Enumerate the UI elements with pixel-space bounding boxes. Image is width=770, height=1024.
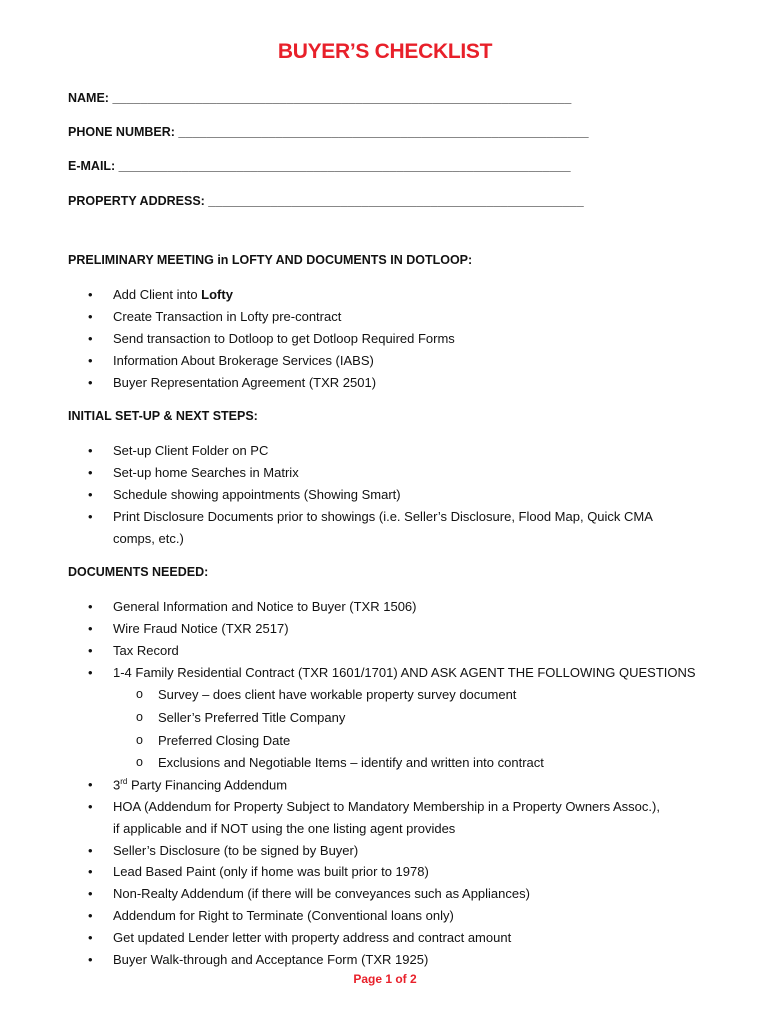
document-title: BUYER’S CHECKLIST (277, 40, 493, 63)
list-item: Add Client into Lofty (113, 287, 233, 302)
sub-list-item: Seller’s Preferred Title Company (158, 710, 346, 725)
list-item: Set-up Client Folder on PC (113, 443, 269, 458)
bullet-icon: • (88, 886, 93, 901)
list-item: Set-up home Searches in Matrix (113, 465, 299, 480)
list-item: Wire Fraud Notice (TXR 2517) (113, 621, 289, 636)
list-item: Tax Record (113, 643, 179, 658)
bullet-icon: • (88, 665, 93, 680)
list-item: Buyer Walk-through and Acceptance Form (TXR 1925) (113, 952, 429, 967)
bullet-icon: • (88, 908, 93, 923)
list-item: Create Transaction in Lofty pre-contract (113, 309, 342, 324)
sub-list-item: Preferred Closing Date (158, 733, 291, 748)
bullet-icon: • (88, 487, 93, 502)
section-heading-preliminary-meeting: PRELIMINARY MEETING in LOFTY AND DOCUMENTS IN DOTLOOP: (68, 253, 473, 267)
list-item: 3rd Party Financing Addendum (113, 777, 288, 793)
bullet-icon: • (88, 930, 93, 945)
list-item: Schedule showing appointments (Showing Smart) (113, 487, 401, 502)
bullet-icon: • (88, 621, 93, 636)
sub-list-item: Exclusions and Negotiable Items – identify and written into contract (158, 755, 544, 770)
bullet-icon: • (88, 843, 93, 858)
list-item: Lead Based Paint (only if home was built prior to 1978) (113, 864, 429, 879)
bullet-icon: • (88, 599, 93, 614)
bullet-icon: • (88, 777, 93, 792)
bullet-icon: • (88, 287, 93, 302)
list-item: 1-4 Family Residential Contract (TXR 1601/1701) AND ASK AGENT THE FOLLOWING QUESTIONS (113, 665, 696, 680)
bullet-icon: • (88, 331, 93, 346)
list-item: General Information and Notice to Buyer (TXR 1506) (113, 599, 417, 614)
bullet-icon: • (88, 864, 93, 879)
list-item-continuation: if applicable and if NOT using the one listing agent provides (113, 821, 456, 836)
sub-list-item: Survey – does client have workable property survey document (158, 687, 517, 702)
list-item: Seller’s Disclosure (to be signed by Buyer) (113, 843, 359, 858)
phone-number-field: PHONE NUMBER: ___________________________________________________________ (68, 125, 589, 139)
section-heading-documents-needed: DOCUMENTS NEEDED: (68, 565, 209, 579)
name-field: NAME: __________________________________________________________________ (68, 91, 572, 105)
email-field: E-MAIL: _________________________________________________________________ (68, 159, 571, 173)
bullet-icon: • (88, 952, 93, 967)
sub-bullet-icon: o (136, 710, 143, 724)
list-item: Send transaction to Dotloop to get Dotloop Required Forms (113, 331, 455, 346)
list-item: HOA (Addendum for Property Subject to Mandatory Membership in a Property Owners Assoc.), (113, 799, 660, 814)
list-item: Buyer Representation Agreement (TXR 2501) (113, 375, 377, 390)
section-heading-initial-setup: INITIAL SET-UP & NEXT STEPS: (68, 409, 258, 423)
bullet-icon: • (88, 443, 93, 458)
list-item: Get updated Lender letter with property address and contract amount (113, 930, 512, 945)
property-address-field: PROPERTY ADDRESS: ______________________________________________________ (68, 194, 584, 208)
bullet-icon: • (88, 353, 93, 368)
sub-bullet-icon: o (136, 755, 143, 769)
list-item-continuation: comps, etc.) (113, 531, 184, 546)
bullet-icon: • (88, 799, 93, 814)
list-item: Addendum for Right to Terminate (Conventional loans only) (113, 908, 454, 923)
bullet-icon: • (88, 509, 93, 524)
bullet-icon: • (88, 643, 93, 658)
list-item: Information About Brokerage Services (IABS) (113, 353, 374, 368)
list-item: Print Disclosure Documents prior to showings (i.e. Seller’s Disclosure, Flood Map, Quick CMA (113, 509, 653, 524)
page-number: Page 1 of 2 (353, 972, 417, 986)
sub-bullet-icon: o (136, 733, 143, 747)
bullet-icon: • (88, 309, 93, 324)
bullet-icon: • (88, 465, 93, 480)
sub-bullet-icon: o (136, 687, 143, 701)
bullet-icon: • (88, 375, 93, 390)
list-item: Non-Realty Addendum (if there will be conveyances such as Appliances) (113, 886, 530, 901)
